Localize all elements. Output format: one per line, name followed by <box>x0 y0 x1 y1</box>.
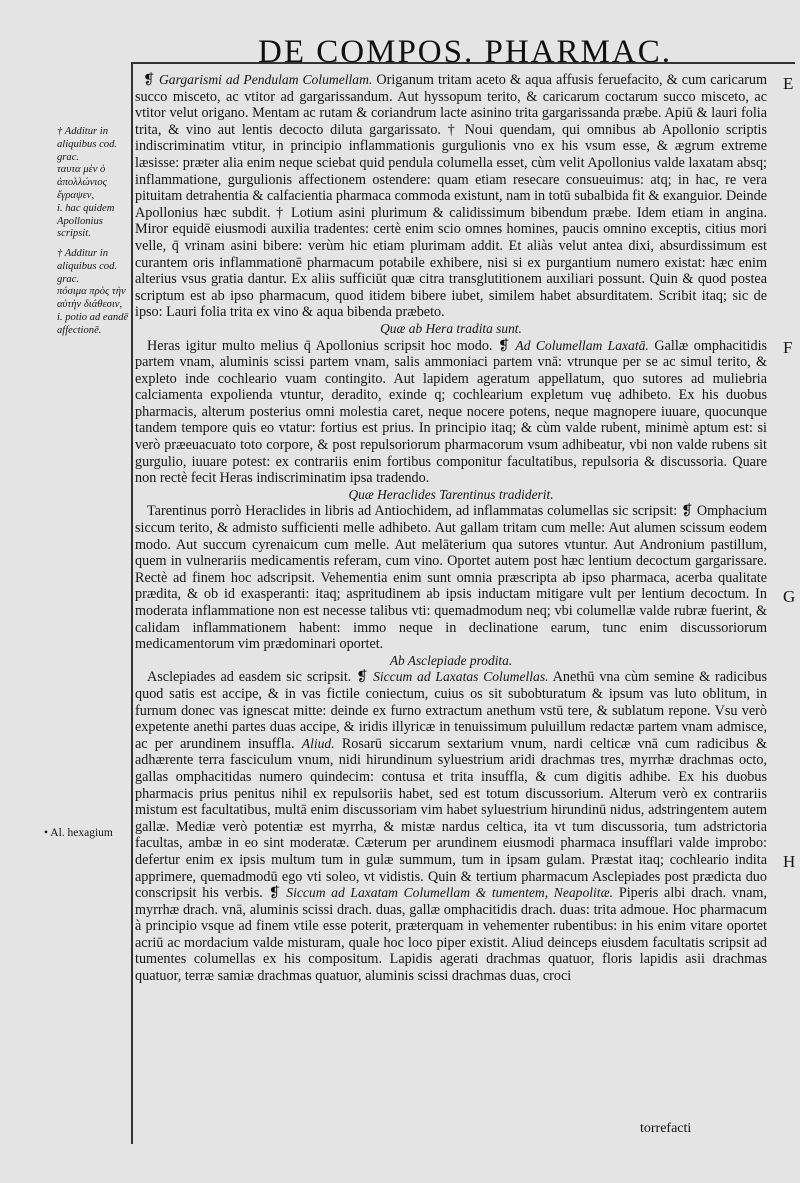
catchword: torrefacti <box>640 1121 692 1136</box>
section-letter-e: E <box>783 74 794 93</box>
paragraph-gargarismi <box>135 72 767 321</box>
margin-note-3: • Al. hexagium <box>44 827 113 839</box>
heading-asclepiades: Ab Asclepiade prodita. <box>389 652 513 668</box>
main-text-column <box>135 72 767 985</box>
margin-note-2 <box>57 248 129 338</box>
paragraph-text: Anethū vna cùm semine & radicibus quod satis est accipe, & in vas fictile coniectum, cuius os sit subobturatum & ipsum vas luto oblitum, in furnum donec vas ignescat mitte: deinde ex furno extractum anethum vstū tere, & sublatum repone. Vsu verò expetente anethi partes duas accipe, & iridis illyricæ in tenuissimum puluillum redactæ partem vnam admisce, ac per arundinem insuffla. <box>135 669 768 752</box>
margin-note-1-translation: i. hac quidem Apollonius scripsit. <box>57 202 115 240</box>
rubric-siccum: Siccum ad Laxatas Columellas. <box>373 669 549 685</box>
pilcrow-icon: ❡ <box>143 72 155 88</box>
heading-heras: Quæ ab Hera tradita sunt. <box>380 320 522 336</box>
pilcrow-icon: ❡ <box>268 885 281 902</box>
running-title: DE COMPOS. PHARMAC. <box>258 34 672 70</box>
pilcrow-icon: ❡ <box>681 503 693 520</box>
heading-heraclides: Quæ Heraclides Tarentinus tradiderit. <box>348 486 554 502</box>
margin-note-1-greek: ταυτα μὲν ὁ ἀπολλώνιος ἔγραψεν, <box>57 164 107 201</box>
section-letter-f: F <box>783 338 793 357</box>
paragraph-text: Rosarū siccarum sextarium vnum, nardi celticæ vnā cum radicibus & adhærente terra fasciculum vnum, nidi hirundinum syluestrium aridi drachmas tres, myrrhæ drachmas octo, gallas omphacitidas numero quindecim: contusa et trita insuffla, & cum digitis adhibe. Ex his duobus pharmacis prius penitus nihil ex repulsoriis habet, sed est totum discussorium. Alterum verò ex contrariis mistum est facultatibus, multā enim discussoriam vim habet syluestrium hirundinū nidus, adstringentem autem gallæ. Mediæ verò potentiæ est myrrha, & mistæ nardus celtica, ita vt tum discussoria, tum adstrictoria facultas, ambæ in eo sint moderatæ. Cæterum per arundinem eiusmodi pharmaca insufflari valde improbo: defertur enim ex ipsis multum tum in gulæ summum, tum in ipsam gulam. Præstat itaq; cochleario indita apprimere, quemadmodū ego vti soleo, vt vidistis. Quin & tertium pharmacum Asclepiades post prædicta duo conscripsit his verbis. <box>135 735 767 902</box>
paragraph-heraclides <box>135 503 767 652</box>
margin-note-2-translation: i. potio ad eandē affectionē. <box>57 311 129 336</box>
pilcrow-icon: ❡ <box>498 337 510 354</box>
paragraph-text: Gallæ omphacitidis partem vnam, aluminis scissi partem vnam, salis ammoniaci partem vnā: vtrunque per se ac simul terito, & expleto inde cochleario vuam contingito. Aut lapidem ageratum appellatum, quo sutores ad muliebria calciamenta expolienda vtuntur, deradito, exinde q; cochlearium expletum vuę adhibeto. Ex his duobus pharmacis, alterum posterius omni molestia caret, neque nocere potens, neque magnopere iuuare, quocunque tandem tempore quis eo vtatur: fortius est prius. In principio itaq; & cùm valde rubent, minimè aptum est: si verò præeuacuato toto corpore, & post repulsoriorum pharmacorum vsum adhibeatur, vbi non valde rubens sit gurgulio, iuuare potest: ex contrariis enim fortibus componitur facultatibus, repulsoria & discussoria. Quare non rectè fecit Heras indiscriminatim ipsa tradendo. <box>135 337 768 487</box>
paragraph-text: Origanum tritam aceto & aqua affusis feruefacito, & cum caricarum succo misceto, ac vtitor ad gargarissandum. Aut hyssopum terito, & caricarum coctarum succo misceto, ac vtitor velut origano. Mentam ac rutam & coriandrum lacte asinino trita gargarissanda præbe. Apiū & lauri folia trita, & vino aut lentis decocto diluta gargarissato. † Noui quendam, qui omnibus ab Apollonio scriptis indiscriminatim vtitur, in principio inflammationis gurgulionis vno ex his vsum esse, & ægrum extreme læsisse: præter alia enim neque sciebat quid pendula columella esset, cùm velit Apollonius valde laxatam absq; inflammatione, gurgulionis affectionem ostendere: quam etiam resecare consueuimus: atq; in hac, re vera pituitam detrahentia & calfacientia pharmaca commoda existunt, nam in totū subalbida fit & exanguior. Deinde Apollonius hæc subdit. † Lotium asini plurimum & calidissimum bibendum præbe. Idem etiam in angina. Miror equidē eiusmodi auxilia tradentes: certè enim scio omnes homines, paucis omnino exceptis, citius mori velle, q̄ vrinam asini bibere: verùm hic etiam plurimam addit. Et aliàs velut antea dixi, absurdissimum est curantem oris inflammationē pharmacum potabile exhibere, nisi si ex purgantium numero existat: hæc enim alterius vsus gratia dantur. Ex aliis sufficiūt quæ citra transglutitionem auxiliari possunt. Quin & quod postea scriptum est ab ipso pharmacum, quod itidem bibere iubet, similem habet absurditatem. Scribit itaq; sic de ipso: Lauri folia trita ex vino & aqua bibenda præbeto. <box>135 72 768 321</box>
rubric-aliud: Aliud. <box>301 735 335 751</box>
margin-rule <box>131 64 133 1144</box>
rubric-laxata: Ad Columellam Laxatā. <box>515 337 649 353</box>
paragraph-text: Omphacium siccum terito, & admisto sufficienti melle adhibeto. Aut gallam tritam cum melle: Aut alumen scissum eodem modo. Aut succum cyrenaicum cum melle. Aut melāterium qua sutores vtuntur. Aut Andronium pastillum, quem in vulnerariis medicamentis referam, cum vino. Oportet autem post hæc lentium decoctum gargarissare. Rectè ad finem hoc adscripsit. Vehementia enim sunt omnia præscripta ab ipso pharmaca, acerba qualitate prædita, & ob id exasperanti: itaq; aspritudinem ab ipsis inductam mitigare vult per lentium decoctum. In moderata inflammatione non est necesse talibus vti: quemadmodum neq; vbi columellæ valde rubræ fuerint, & calidam inflammationem habent: immo neque in declinatione earum, tunc enim discussoriorum medicamentorum vim prædominari oportet. <box>135 503 768 653</box>
margin-note-1 <box>57 126 129 241</box>
paragraph-text: Tarentinus porrò Heraclides in libris ad Antiochidem, ad inflammatas columellas sic scripsit: <box>147 503 678 520</box>
margin-note-2-greek: πόσιμα πρὸς τὴν αὐτὴν διάθεσιν, <box>57 286 126 311</box>
margin-note-2-latin: † Additur in aliquibus cod. grac. <box>57 248 118 285</box>
section-letter-h: H <box>783 852 796 871</box>
paragraph-asclepiades <box>135 669 767 984</box>
paragraph-heras <box>135 338 767 487</box>
paragraph-text: Asclepiades ad easdem sic scripsit. <box>147 669 352 686</box>
pilcrow-icon: ❡ <box>356 669 369 686</box>
rubric-gargarismi: Gargarismi ad Pendulam Columellam. <box>158 72 373 87</box>
paragraph-text: Heras igitur multo melius q̄ Apollonius scripsit hoc modo. <box>147 337 493 354</box>
margin-note-1-latin: † Additur in aliquibus cod. grac. <box>57 126 118 163</box>
section-letter-g: G <box>783 587 796 606</box>
paragraph-text: Piperis albi drach. vnam, myrrhæ drach. vnā, aluminis scissi drach. duas, gallæ omphacitidis drach. duas: trita admoue. Hoc pharmacum à principio vsque ad finem vtile esse poterit, præterquam in vehementer rubentibus: in his enim vitare oportet acriū ac mordacium valde misturam, quale hoc loco piper existit. Aliud deinceps eiusdem facultatis scripsit ad tumentes columellas ex his compositum. Lapidis agerati drachmas quatuor, floris lapidis asii drachmas quatuor, terræ samiæ drachmas quatuor, aluminis scissi drachmas duas, croci <box>135 885 767 985</box>
rubric-neapolitae: Siccum ad Laxatam Columellam & tumentem, Neapolitæ. <box>286 885 614 901</box>
